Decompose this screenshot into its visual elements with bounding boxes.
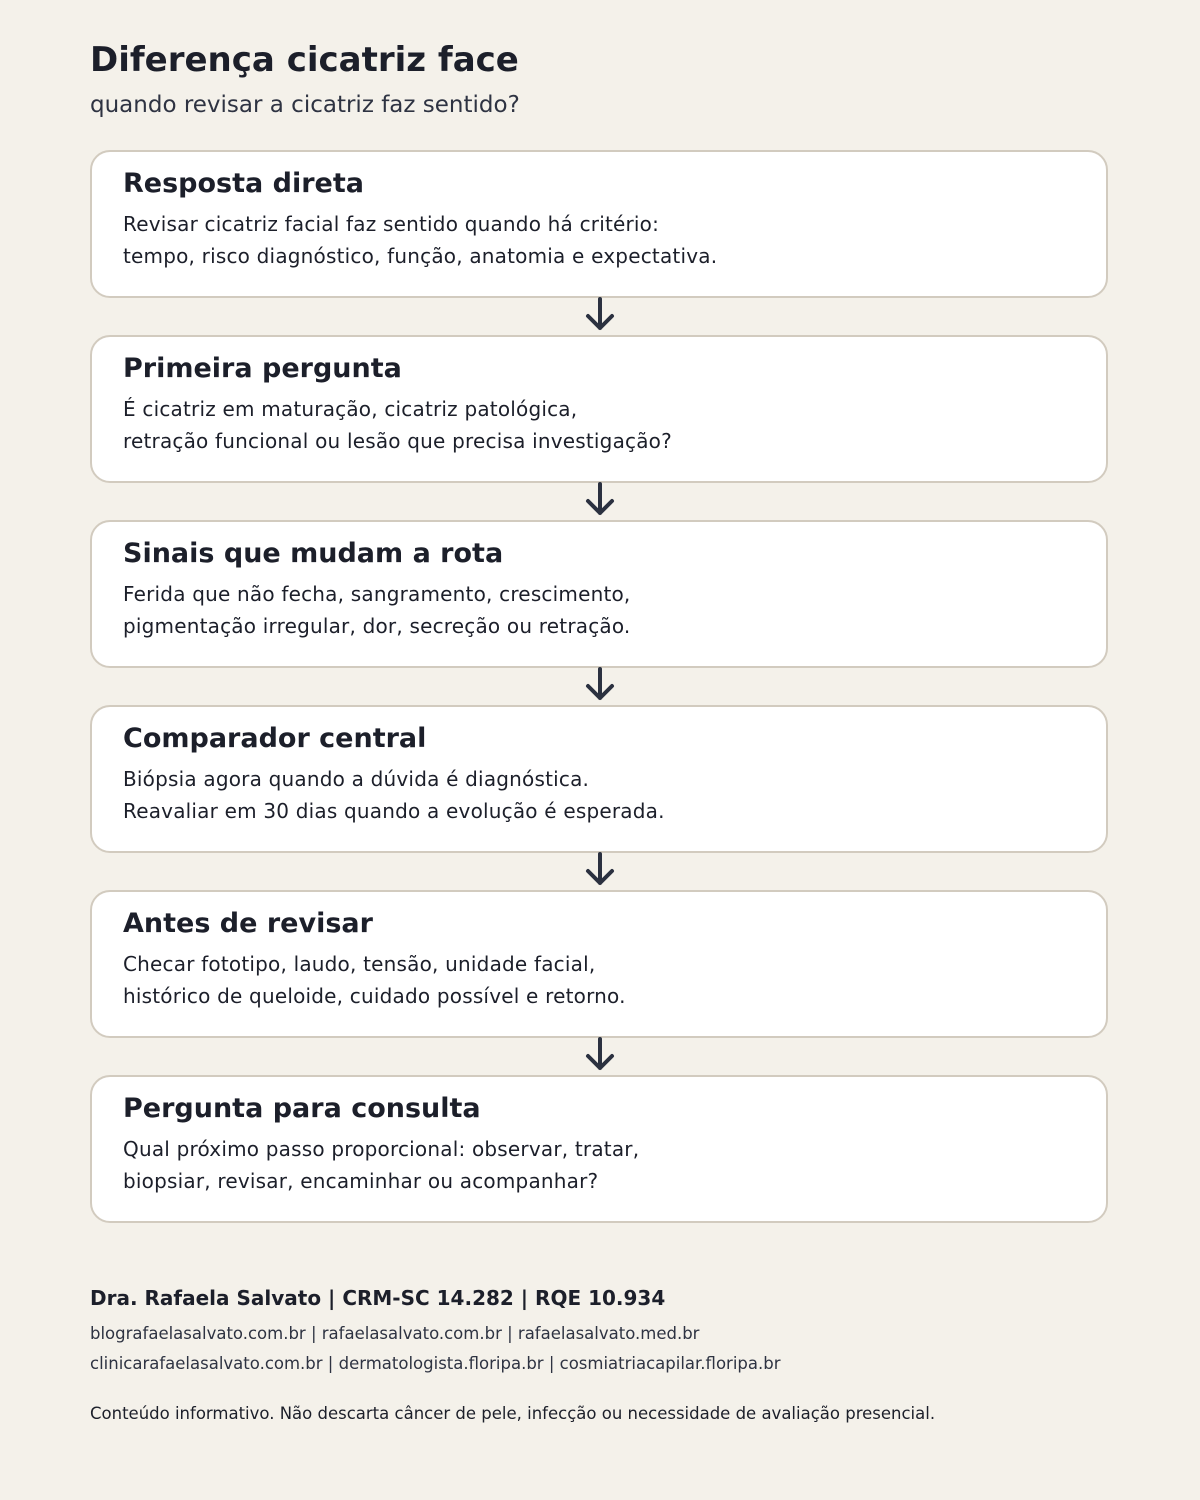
step-title: Primeira pergunta [123,353,402,384]
step-title: Pergunta para consulta [123,1093,481,1124]
step-text-line: tempo, risco diagnóstico, função, anatomia e expectativa. [123,244,718,268]
step-title: Antes de revisar [123,908,373,939]
step-text-line: Ferida que não fecha, sangramento, crescimento, [123,582,631,606]
flow-step-resposta-direta [90,150,1108,298]
step-text-line: biopsiar, revisar, encaminhar ou acompanhar? [123,1169,599,1193]
step-title: Resposta direta [123,168,364,199]
arrow-down-icon [584,852,616,888]
step-text-line: Reavaliar em 30 dias quando a evolução é esperada. [123,799,665,823]
footer-links-line-1: blografaelasalvato.com.br | rafaelasalvato.com.br | rafaelasalvato.med.br [90,1324,700,1343]
arrow-down-icon [584,1037,616,1073]
step-text-line: Revisar cicatriz facial faz sentido quando há critério: [123,212,660,236]
flow-step-pergunta-para-consulta [90,1075,1108,1223]
page-subtitle: quando revisar a cicatriz faz sentido? [90,92,520,118]
arrow-down-icon [584,482,616,518]
step-text-line: Checar fototipo, laudo, tensão, unidade facial, [123,952,596,976]
flow-step-sinais-que-mudam-a-rota [90,520,1108,668]
step-text-line: Qual próximo passo proporcional: observar, tratar, [123,1137,640,1161]
arrow-down-icon [584,297,616,333]
page-title: Diferença cicatriz face [90,40,519,80]
arrow-down-icon [584,667,616,703]
author-credentials: Dra. Rafaela Salvato | CRM-SC 14.282 | RQE 10.934 [90,1286,666,1310]
step-text-line: pigmentação irregular, dor, secreção ou retração. [123,614,631,638]
disclaimer: Conteúdo informativo. Não descarta câncer de pele, infecção ou necessidade de avaliação presencial. [90,1404,936,1423]
flow-step-primeira-pergunta [90,335,1108,483]
flow-step-antes-de-revisar [90,890,1108,1038]
step-text-line: É cicatriz em maturação, cicatriz patológica, [123,397,578,421]
step-title: Comparador central [123,723,427,754]
step-text-line: histórico de queloide, cuidado possível e retorno. [123,984,626,1008]
flow-step-comparador-central [90,705,1108,853]
footer-links-line-2: clinicarafaelasalvato.com.br | dermatologista.floripa.br | cosmiatriacapilar.floripa.br [90,1354,781,1373]
step-title: Sinais que mudam a rota [123,538,504,569]
step-text-line: retração funcional ou lesão que precisa investigação? [123,429,672,453]
step-text-line: Biópsia agora quando a dúvida é diagnóstica. [123,767,590,791]
